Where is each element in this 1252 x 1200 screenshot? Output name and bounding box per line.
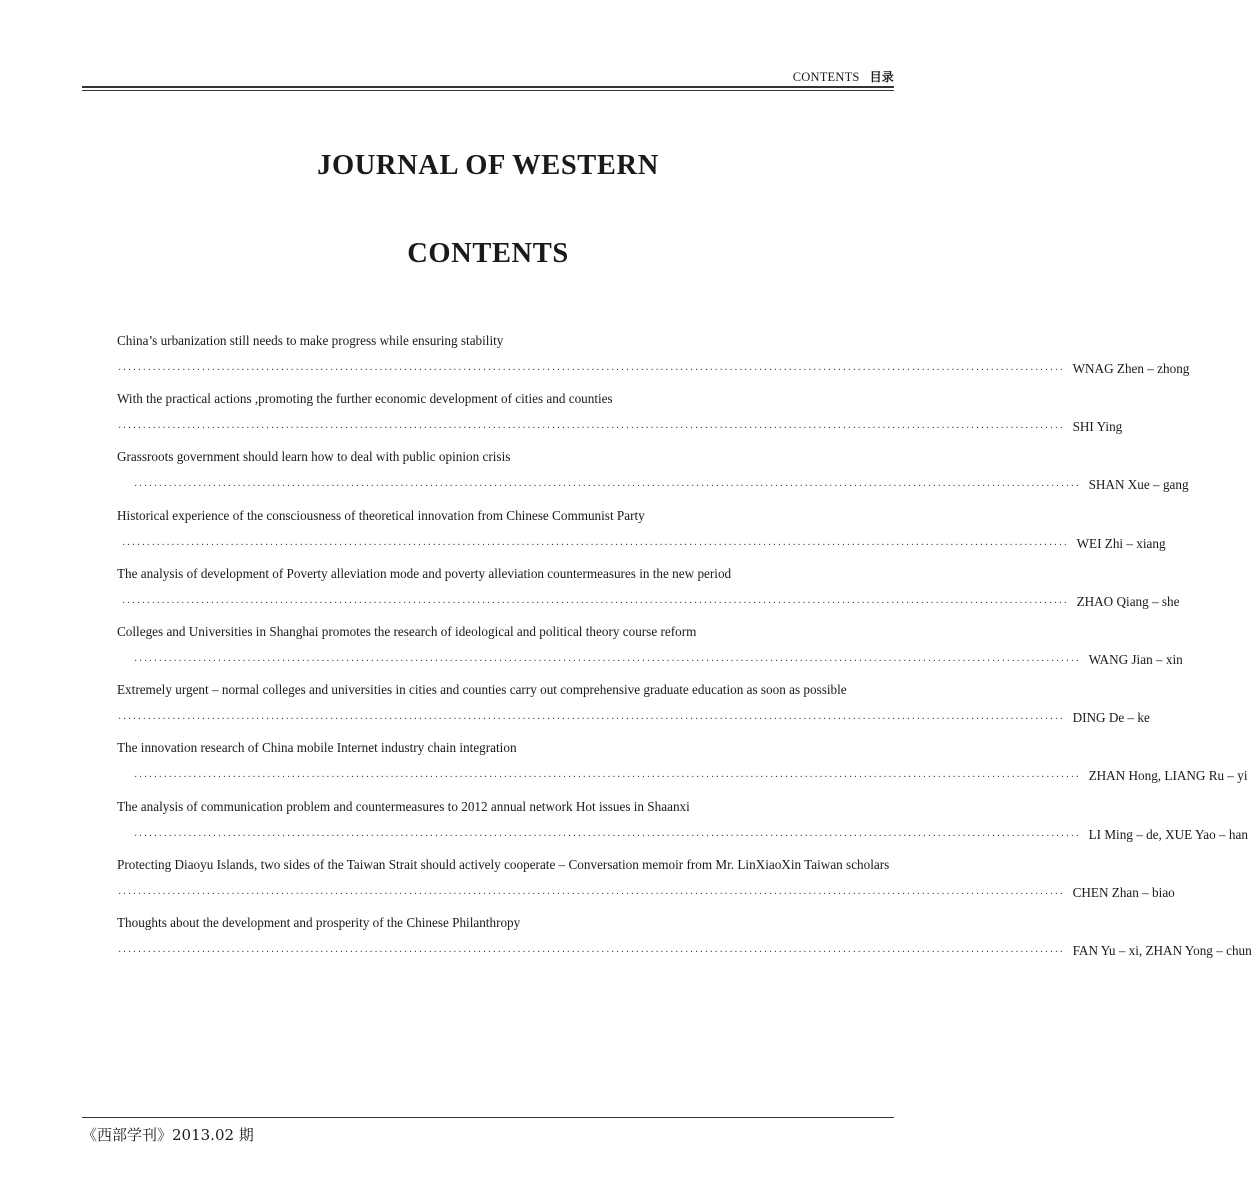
toc-entry-line xyxy=(82,530,1166,560)
toc-entry-author: LI Ming – de, XUE Yao – han xyxy=(1088,826,1248,842)
toc-entry-author: SHI Ying xyxy=(1072,419,1123,435)
dot-leader: ································································································································································································ xyxy=(122,539,1069,551)
toc-entry-line xyxy=(82,879,1175,909)
toc-entry-title: Extremely urgent – normal colleges and universities in cities and counties carry out comprehensive graduate education as soon as possible xyxy=(117,682,847,698)
dot-leader: ································································································································································································ xyxy=(122,597,1069,609)
toc-entry-title: With the practical actions ,promoting the further economic development of cities and counties xyxy=(117,391,613,407)
dot-leader: ································································································································································································ xyxy=(118,888,1065,900)
toc-entry-author: DING De – ke xyxy=(1072,710,1150,726)
toc-entry-title: Protecting Diaoyu Islands, two sides of the Taiwan Strait should actively cooperate – Conversation memoir from Mr. LinXiaoXin Taiwan scholars xyxy=(117,856,890,872)
toc-entry-author: WEI Zhi – xiang xyxy=(1076,535,1166,551)
toc-entry-author: ZHAN Hong, LIANG Ru – yi xyxy=(1088,768,1248,784)
dot-leader: ································································································································································································ xyxy=(118,423,1065,435)
toc-entry-line xyxy=(82,588,1180,618)
footer-rule xyxy=(82,1117,894,1118)
dot-leader: ································································································································································································ xyxy=(118,946,1065,958)
toc-entry[interactable] xyxy=(82,385,1123,443)
toc-entry[interactable] xyxy=(82,618,1183,676)
header-contents-label: CONTENTS xyxy=(792,70,860,84)
dot-leader: ································································································································································································ xyxy=(118,714,1065,726)
header-rule-thin xyxy=(82,90,894,91)
dot-leader: ································································································································································································ xyxy=(134,772,1081,784)
journal-title: JOURNAL OF WESTERN xyxy=(317,150,659,181)
toc-entry[interactable] xyxy=(82,443,1189,501)
header-cn-label: 目录 xyxy=(869,70,894,84)
table-of-contents xyxy=(82,327,1252,967)
toc-entry-line xyxy=(82,355,1190,385)
header-rule xyxy=(82,86,894,88)
contents-title: CONTENTS xyxy=(407,238,569,269)
toc-entry-line xyxy=(82,762,1248,792)
toc-entry-title: China’s urbanization still needs to make progress while ensuring stability xyxy=(117,333,504,348)
dot-leader: ································································································································································································ xyxy=(134,656,1081,668)
toc-entry-line xyxy=(82,937,1252,967)
toc-entry-line xyxy=(82,821,1248,851)
toc-entry-title: Historical experience of the consciousness of theoretical innovation from Chinese Communist Party xyxy=(117,507,645,523)
running-header xyxy=(82,68,894,85)
toc-entry[interactable] xyxy=(82,502,1166,560)
dot-leader: ································································································································································································ xyxy=(134,481,1081,493)
toc-entry[interactable] xyxy=(82,327,1190,385)
dot-leader: ································································································································································································ xyxy=(118,365,1065,377)
toc-entry-title: Colleges and Universities in Shanghai promotes the research of ideological and political theory course reform xyxy=(117,623,697,639)
toc-entry[interactable] xyxy=(82,909,1252,967)
toc-entry-line xyxy=(82,704,1150,734)
toc-entry-title: The analysis of development of Poverty alleviation mode and poverty alleviation countermeasures in the new period xyxy=(117,565,732,581)
toc-entry-title: The innovation research of China mobile Internet industry chain integration xyxy=(117,740,517,756)
toc-entry-title: Thoughts about the development and prosperity of the Chinese Philanthropy xyxy=(117,914,521,930)
toc-entry-author: CHEN Zhan – biao xyxy=(1072,884,1175,900)
toc-entry[interactable] xyxy=(82,734,1248,792)
toc-entry-line xyxy=(82,471,1189,501)
toc-entry-author: WNAG Zhen – zhong xyxy=(1072,361,1190,377)
toc-entry-title: The analysis of communication problem and countermeasures to 2012 annual network Hot issues in Shaanxi xyxy=(117,798,690,814)
toc-entry[interactable] xyxy=(82,793,1248,851)
toc-entry-title: Grassroots government should learn how to deal with public opinion crisis xyxy=(117,449,511,465)
toc-entry[interactable] xyxy=(82,676,1150,734)
toc-entry-author: ZHAO Qiang – she xyxy=(1076,593,1180,609)
toc-entry[interactable] xyxy=(82,560,1180,618)
footer-issue: 《西部学刊》2013.02 期 xyxy=(82,1126,254,1144)
toc-entry-line xyxy=(82,413,1123,443)
dot-leader: ································································································································································································ xyxy=(134,830,1081,842)
toc-entry[interactable] xyxy=(82,851,1175,909)
toc-entry-line xyxy=(82,646,1183,676)
toc-entry-author: FAN Yu – xi, ZHAN Yong – chun xyxy=(1072,942,1252,958)
toc-entry-author: WANG Jian – xin xyxy=(1088,652,1183,668)
toc-entry-author: SHAN Xue – gang xyxy=(1088,477,1189,493)
